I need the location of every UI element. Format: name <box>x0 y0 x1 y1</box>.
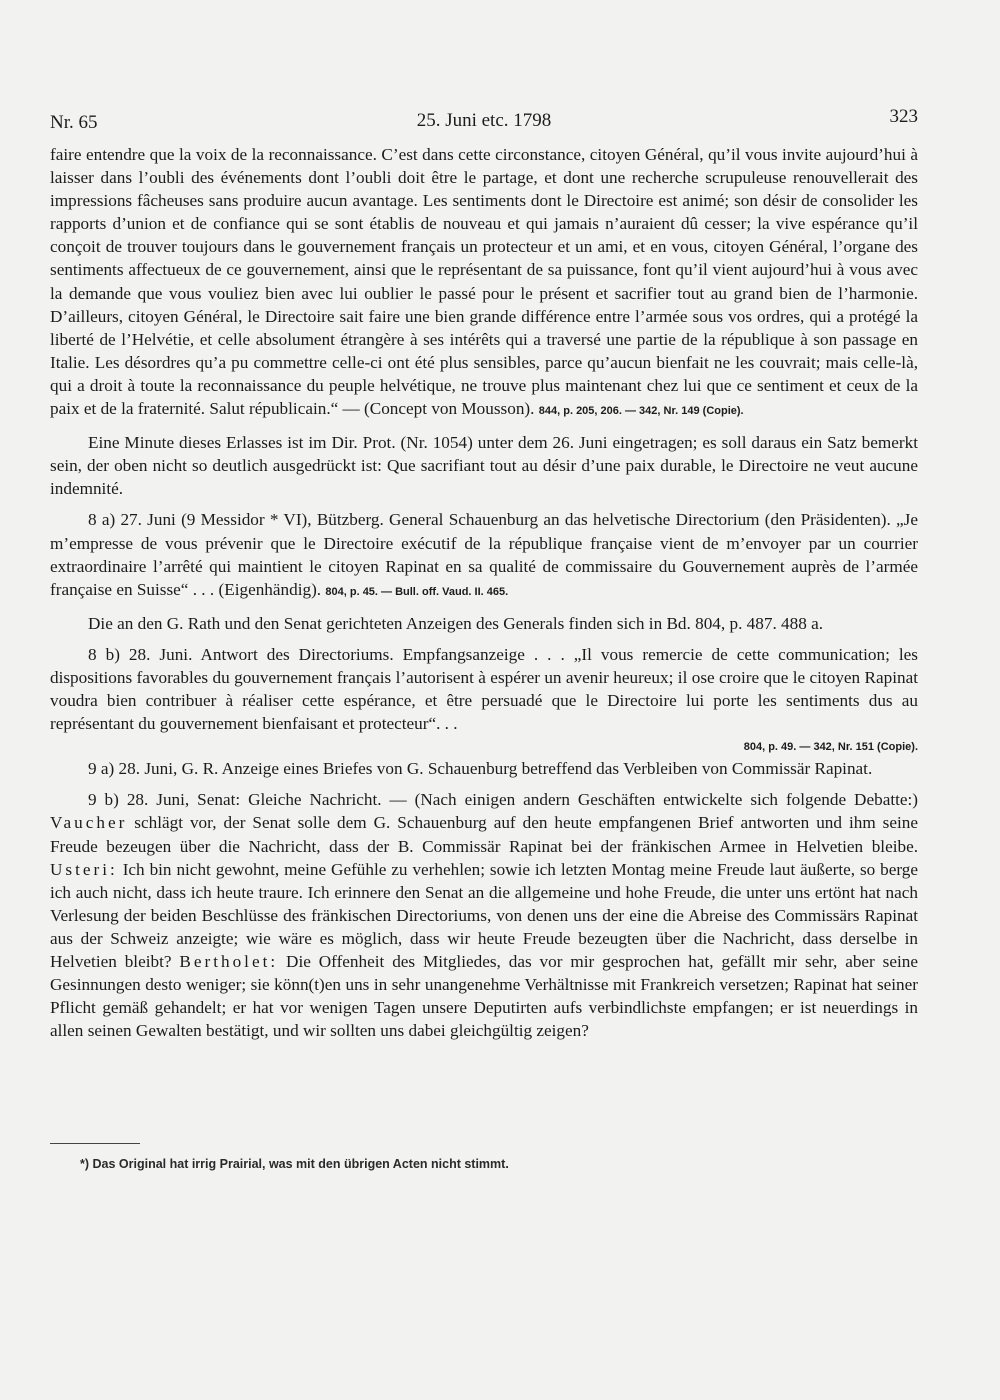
speech-text: Ich bin nicht gewohnt, meine Gefühle zu verhehlen; sowie ich letzten Montag meine Freude laut äußerte, so berge ich auch nicht, dass ich heute traure. Ich erinnere den Senat an die allgemeine und hohe Freude, die unter uns ertönt hat nach Verlesung der beiden Beschlüsse des fränkischen Directoriums, von denen uns der eine die Abreise des Commissärs Rapinat aus der Schweiz anzeigte; wie wäre es möglich, dass wir heute Freude bezeugten über die Nachricht, dass derselbe in Helvetien bleibt? <box>50 859 919 971</box>
speech-text: schlägt vor, der Senat solle dem G. Schauenburg auf den heute empfangenen Brief antworten und ihm seine Freude bezeugen über die Nachricht, dass der B. Commissär Rapinat bei der fränkischen Armee in Helvetien bleibe. <box>50 813 918 856</box>
paragraph-intro: 9 b) 28. Juni, Senat: Gleiche Nachricht. — (Nach einigen andern Geschäften entwickelte sich folgende Debatte:) <box>88 790 918 810</box>
header-date: 25. Juni etc. 1798 <box>416 110 552 131</box>
paragraph-8b: 8 b) 28. Juni. Antwort des Directoriums. Empfangsanzeige . . . „Il vous remercie de cette communication; les dispositions favorables du gouvernement français l’autorisent à espérer un avenir heureux; il ose croire que le citoyen Rapinat voudra bien contribuer à réaliser cette espérance, et être persuadé que le Directoire lui porte les sentiments dus au représentant du gouvernement bienfaisant et protecteur“. . . <box>50 644 918 734</box>
paragraph-letter-continuation <box>50 143 918 423</box>
speaker-name: Vaucher <box>50 813 128 833</box>
speaker-name: Bertholet: <box>179 952 279 971</box>
paragraph-9a: 9 a) 28. Juni, G. R. Anzeige eines Briefes von G. Schauenburg betreffend das Verbleiben von Commissär Rapinat. <box>88 759 873 779</box>
paragraph-announcements-note: Die an den G. Rath und den Senat gerichteten Anzeigen des Generals finden sich in Bd. 804, p. 487. 488 a. <box>88 613 824 633</box>
speaker-name: Usteri: <box>50 859 118 879</box>
page-number: 323 <box>889 106 918 127</box>
speech-text: Die Offenheit des Mitgliedes, das vor mir gesprochen hat, gefällt mir sehr, aber seine Gesinnungen desto weniger; sie könn(t)en uns in sehr unangenehme Verhältnisse mit Frankreich versetzen; Rapinat hat seiner Pflicht gemäß gehandelt; er hat vor wenigen Tagen unsere Deputirten aufs verbindlichste empfangen; er ist neuerdings in allen seinen Gewalten bestätigt, und wir sollten uns dabei gleichgültig zeigen? <box>50 952 918 1041</box>
footnote-divider <box>50 1143 140 1144</box>
archive-reference-line <box>50 735 918 757</box>
page-header <box>50 106 918 136</box>
body-text <box>50 143 918 1042</box>
paragraph-text: 8 a) 27. Juni (9 Messidor * VI), Bützberg. General Schauenburg an das helvetische Directorium (den Präsidenten). „Je m’empresse de vous prévenir que le Directoire exécutif de la république française vient de m’envoyer par un courrier extraordinaire l’arrêté qui maintient le citoyen Rapinat en sa qualité de commissaire du Gouvernement auprès de l’armée française en Suisse“ . . . (Eigenhändig). <box>50 510 918 599</box>
document-number: Nr. 65 <box>50 112 98 133</box>
archive-reference: 804, p. 45. — Bull. off. Vaud. II. 465. <box>325 585 509 598</box>
paragraph-minute-note: Eine Minute dieses Erlasses ist im Dir. Prot. (Nr. 1054) unter dem 26. Juni eingetragen; es soll daraus ein Satz bemerkt sein, der oben nicht so deutlich ausgedrückt ist: Que sacrifiant tout au désir d’une paix durable, le Directoire ne veut aucune indemnité. <box>50 433 918 499</box>
paragraph-8a <box>50 508 918 603</box>
archive-reference: 844, p. 205, 206. — 342, Nr. 149 (Copie). <box>538 405 744 418</box>
paragraph-9b-senate-debate <box>50 788 918 1042</box>
paragraph-text: faire entendre que la voix de la reconnaissance. C’est dans cette circonstance, citoyen Général, qu’il vous invite aujourd’hui à laisser dans l’oubli des événements dont l’oubli doit être le partage, et dont une recherche scrupuleuse renouvellerait des impressions fâcheuses sans produire aucun avantage. Les sentiments dont le Directoire est animé; son désir de consolider les rapports d’union et de confiance qui se sont établis de nouveau et qui jamais n’auraient dû cesser; la vive espérance qu’il conçoit de trouver toujours dans le gouvernement français un protecteur et un ami, et en vous, citoyen Général, l’organe des sentiments affectueux de ce gouvernement, ainsi que le représentant de sa puissance, font qu’il vient aujourd’hui à vous avec la demande que vous vouliez bien avec lui oublier le passé pour le présent et sacrifier tout au grand bien de l’harmonie. D’ailleurs, citoyen Général, le Directoire sait faire une bien grande différence entre l’armée sous vos ordres, qui a protégé la liberté de l’Helvétie, et celle absolument étrangère à ses intérêts qui a traversé une partie de la république à son passage en Italie. Les désordres qu’a pu commettre celle-ci ont été plus sensibles, parce qu’aucun bienfait ne les couvrait; mais celle-là, qui a droit à toute la reconnaissance du peuple helvétique, ne trouve plus maintenant chez lui que ce sentiment et ceux de la paix et de la fraternité. Salut républicain.“ — (Concept von Mousson). <box>50 145 918 419</box>
footnote: *) Das Original hat irrig Prairial, was mit den übrigen Acten nicht stimmt. <box>80 1157 509 1171</box>
archive-reference: 804, p. 49. — 342, Nr. 151 (Copie). <box>743 741 918 754</box>
